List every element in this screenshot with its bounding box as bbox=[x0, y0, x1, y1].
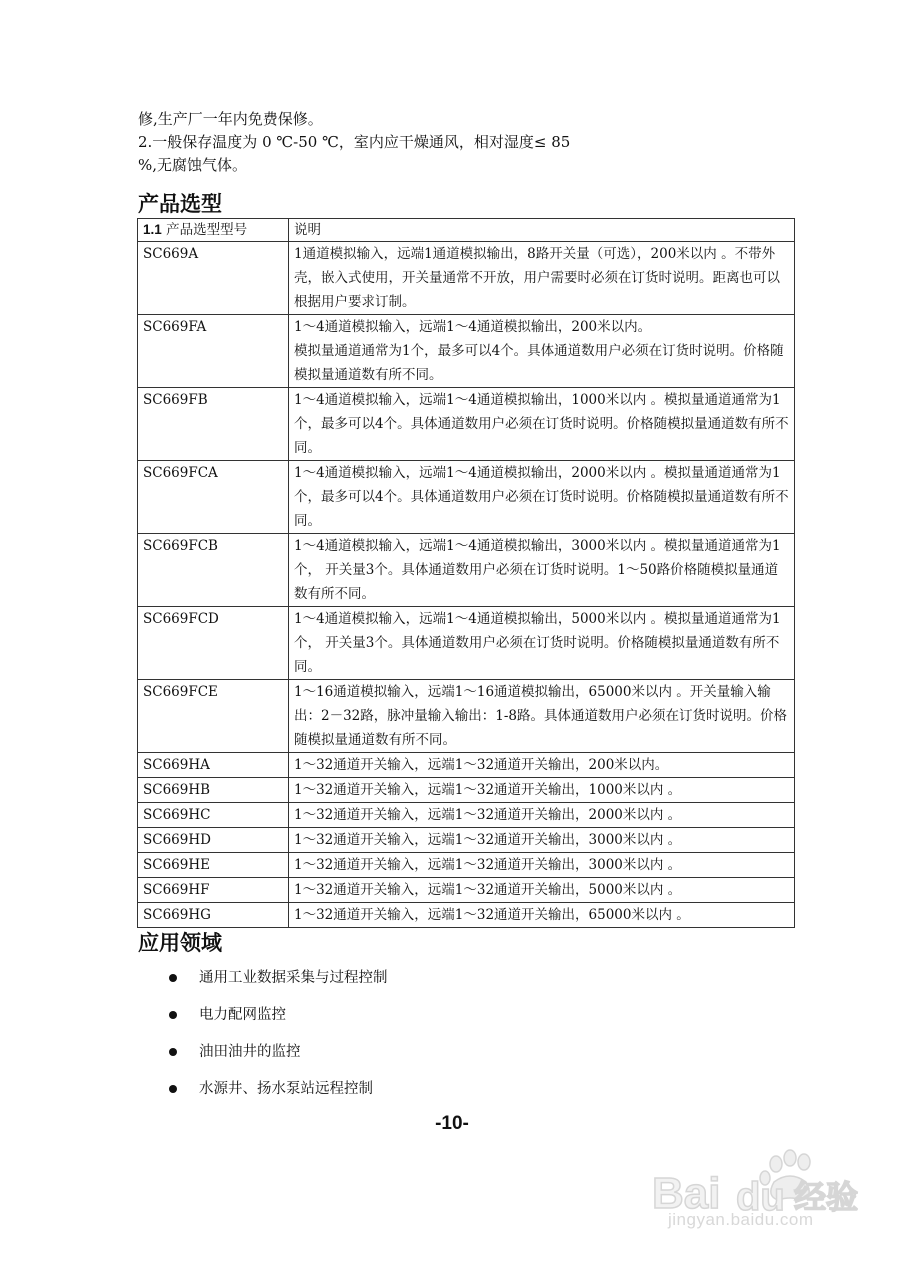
bullet-icon bbox=[169, 974, 177, 982]
model-cell: SC669FCB bbox=[138, 534, 289, 607]
table-row bbox=[138, 853, 795, 878]
list-item-label: 通用工业数据采集与过程控制 bbox=[199, 970, 388, 986]
list-item-label: 电力配网监控 bbox=[199, 1007, 286, 1023]
list-item bbox=[165, 1077, 388, 1114]
section-heading-selection: 产品选型 bbox=[138, 192, 222, 216]
svg-text:Bai: Bai bbox=[652, 1169, 721, 1218]
model-cell: SC669FCD bbox=[138, 607, 289, 680]
table-row bbox=[138, 242, 795, 315]
model-cell: SC669FCA bbox=[138, 461, 289, 534]
list-item bbox=[165, 1040, 388, 1077]
header-model-cell bbox=[138, 219, 289, 242]
bullet-icon bbox=[169, 1011, 177, 1019]
intro-text bbox=[138, 108, 778, 177]
table-row bbox=[138, 878, 795, 903]
intro-line-2: 2.一般保存温度为 0 ℃-50 ℃，室内应干燥通风，相对湿度≤ 85 bbox=[138, 133, 571, 151]
model-cell: SC669HF bbox=[138, 878, 289, 903]
table-row bbox=[138, 828, 795, 853]
desc-cell: 1～4通道模拟输入，远端1～4通道模拟输出，1000米以内 。模拟量通道通常为1个，最多可以4个。具体通道数用户必须在订货时说明。价格随模拟量通道数有所不同。 bbox=[289, 388, 795, 461]
application-list bbox=[165, 966, 388, 1114]
table-row bbox=[138, 607, 795, 680]
model-cell: SC669A bbox=[138, 242, 289, 315]
model-cell: SC669FB bbox=[138, 388, 289, 461]
list-item bbox=[165, 966, 388, 1003]
model-cell: SC669FCE bbox=[138, 680, 289, 753]
intro-line-1: 修,生产厂一年内免费保修。 bbox=[138, 110, 323, 128]
desc-cell: 1～32通道开关输入，远端1～32通道开关输出，2000米以内 。 bbox=[289, 803, 795, 828]
bullet-icon bbox=[169, 1085, 177, 1093]
header-desc-cell bbox=[289, 219, 795, 242]
model-cell: SC669HD bbox=[138, 828, 289, 853]
model-cell: SC669HG bbox=[138, 903, 289, 928]
desc-cell: 1～4通道模拟输入，远端1～4通道模拟输出，2000米以内 。模拟量通道通常为1个，最多可以4个。具体通道数用户必须在订货时说明。价格随模拟量通道数有所不同。 bbox=[289, 461, 795, 534]
desc-line: 1～4通道模拟输入，远端1～4通道模拟输出，200米以内。 bbox=[294, 319, 652, 335]
model-cell: SC669FA bbox=[138, 315, 289, 388]
desc-cell: 1～4通道模拟输入，远端1～4通道模拟输出，5000米以内 。模拟量通道通常为1个， 开关量3个。具体通道数用户必须在订货时说明。价格随模拟量通道数有所不同。 bbox=[289, 607, 795, 680]
desc-line: 模拟量通道通常为1个，最多可以4个。具体通道数用户必须在订货时说明。价格随模拟量通道数有所不同。 bbox=[294, 343, 784, 383]
table-row bbox=[138, 461, 795, 534]
svg-text:du: du bbox=[736, 1175, 785, 1219]
model-cell: SC669HA bbox=[138, 753, 289, 778]
table-row bbox=[138, 903, 795, 928]
desc-cell: 1～4通道模拟输入，远端1～4通道模拟输出，3000米以内 。模拟量通道通常为1个， 开关量3个。具体通道数用户必须在订货时说明。1～50路价格随模拟量通道数有所不同。 bbox=[289, 534, 795, 607]
intro-line-3: %,无腐蚀气体。 bbox=[138, 156, 248, 174]
table-row bbox=[138, 753, 795, 778]
list-item-label: 水源井、扬水泵站远程控制 bbox=[199, 1081, 373, 1097]
header-desc-label: 说明 bbox=[294, 222, 321, 238]
desc-cell: 1～32通道开关输入，远端1～32通道开关输出，200米以内。 bbox=[289, 753, 795, 778]
list-item bbox=[165, 1003, 388, 1040]
desc-cell: 1～16通道模拟输入，远端1～16通道模拟输出，65000米以内 。开关量输入输出：2－32路，脉冲量输入输出：1-8路。具体通道数用户必须在订货时说明。价格随模拟量通道数有所不同。 bbox=[289, 680, 795, 753]
model-cell: SC669HC bbox=[138, 803, 289, 828]
table-row bbox=[138, 534, 795, 607]
page-number: -10- bbox=[435, 1113, 469, 1134]
table-row bbox=[138, 680, 795, 753]
header-number: 1.1 bbox=[143, 222, 162, 237]
table-row bbox=[138, 803, 795, 828]
desc-cell: 1～32通道开关输入，远端1～32通道开关输出，5000米以内 。 bbox=[289, 878, 795, 903]
desc-cell: 1～32通道开关输入，远端1～32通道开关输出，65000米以内 。 bbox=[289, 903, 795, 928]
header-model-label: 产品选型型号 bbox=[166, 222, 248, 238]
desc-cell: 1通道模拟输入，远端1通道模拟输出，8路开关量（可选），200米以内 。不带外壳，嵌入式使用，开关量通常不开放，用户需要时必须在订货时说明。距离也可以根据用户要求订制。 bbox=[289, 242, 795, 315]
desc-cell: 1～32通道开关输入，远端1～32通道开关输出，3000米以内 。 bbox=[289, 828, 795, 853]
table-row bbox=[138, 778, 795, 803]
table-row bbox=[138, 388, 795, 461]
section-heading-application: 应用领域 bbox=[138, 931, 222, 955]
model-cell: SC669HE bbox=[138, 853, 289, 878]
model-cell: SC669HB bbox=[138, 778, 289, 803]
table-row bbox=[138, 315, 795, 388]
watermark-url: jingyan.baidu.com bbox=[668, 1210, 814, 1229]
list-item-label: 油田油井的监控 bbox=[199, 1044, 301, 1060]
desc-cell: 1～32通道开关输入，远端1～32通道开关输出，3000米以内 。 bbox=[289, 853, 795, 878]
svg-text:经验: 经验 bbox=[794, 1178, 859, 1216]
bullet-icon bbox=[169, 1048, 177, 1056]
product-selection-table bbox=[137, 218, 795, 928]
table-header-row bbox=[138, 219, 795, 242]
desc-cell bbox=[289, 315, 795, 388]
desc-cell: 1～32通道开关输入，远端1～32通道开关输出，1000米以内 。 bbox=[289, 778, 795, 803]
